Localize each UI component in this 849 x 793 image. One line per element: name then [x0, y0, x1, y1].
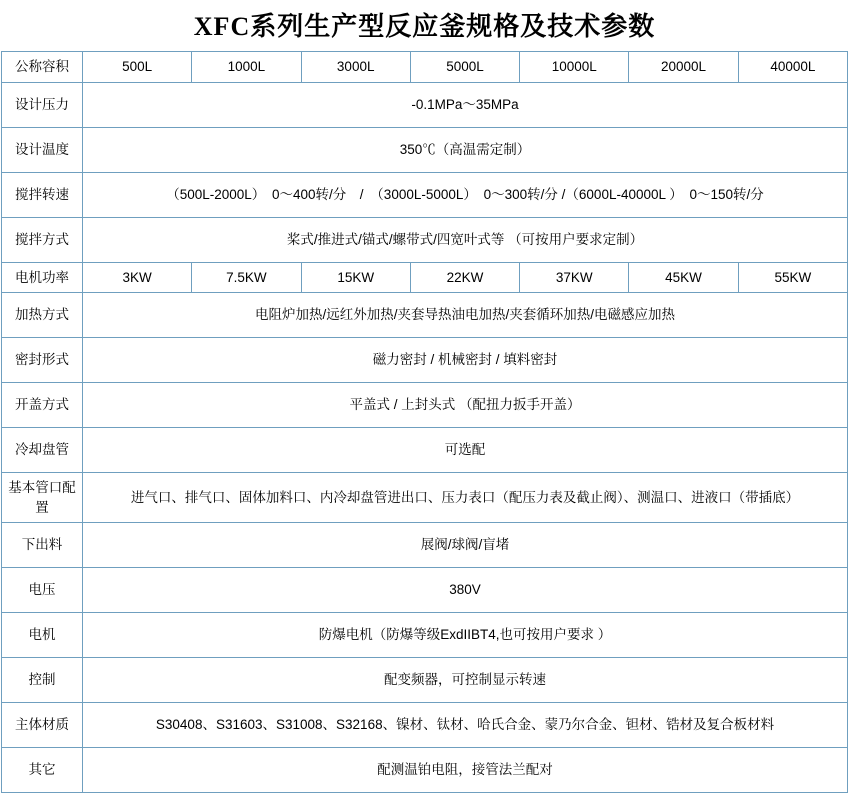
table-row	[2, 383, 848, 428]
row-value: 1000L	[192, 52, 301, 83]
table-row	[2, 428, 848, 473]
table-row	[2, 748, 848, 793]
row-value: 进气口、排气口、固体加料口、内冷却盘管进出口、压力表口（配压力表及截止阀）、测温口、进液口（带插底）	[83, 473, 848, 523]
row-value: 防爆电机（防爆等级ExdIIBT4,也可按用户要求 ）	[83, 613, 848, 658]
row-value: 可选配	[83, 428, 848, 473]
row-value: 37KW	[520, 262, 629, 293]
table-row	[2, 613, 848, 658]
row-label: 开盖方式	[2, 383, 83, 428]
row-label: 基本管口配置	[2, 473, 83, 523]
row-value: 22KW	[410, 262, 519, 293]
row-label: 加热方式	[2, 293, 83, 338]
row-value: 展阀/球阀/盲堵	[83, 523, 848, 568]
row-label: 其它	[2, 748, 83, 793]
table-row	[2, 703, 848, 748]
row-value: 配变频器，可控制显示转速	[83, 658, 848, 703]
row-label: 设计温度	[2, 127, 83, 172]
table-row	[2, 172, 848, 217]
table-row	[2, 338, 848, 383]
row-value: 15KW	[301, 262, 410, 293]
row-value: 380V	[83, 568, 848, 613]
table-body	[2, 52, 848, 793]
row-value: 7.5KW	[192, 262, 301, 293]
table-row	[2, 523, 848, 568]
row-value: 电阻炉加热/远红外加热/夹套导热油电加热/夹套循环加热/电磁感应加热	[83, 293, 848, 338]
row-label: 控制	[2, 658, 83, 703]
row-value: 350℃（高温需定制）	[83, 127, 848, 172]
row-value: 配测温铂电阻，接管法兰配对	[83, 748, 848, 793]
row-value: （500L-2000L） 0～400转/分 / （3000L-5000L） 0～300转/分 /（6000L-40000L ） 0～150转/分	[83, 172, 848, 217]
row-label: 电机	[2, 613, 83, 658]
table-row	[2, 82, 848, 127]
row-value: 桨式/推进式/锚式/螺带式/四宽叶式等 （可按用户要求定制）	[83, 217, 848, 262]
table-row	[2, 473, 848, 523]
row-label: 密封形式	[2, 338, 83, 383]
row-label: 搅拌转速	[2, 172, 83, 217]
table-row	[2, 568, 848, 613]
row-value: 45KW	[629, 262, 738, 293]
row-label: 电压	[2, 568, 83, 613]
row-value: 500L	[83, 52, 192, 83]
row-value: 10000L	[520, 52, 629, 83]
row-label: 冷却盘管	[2, 428, 83, 473]
table-row	[2, 262, 848, 293]
row-label: 搅拌方式	[2, 217, 83, 262]
row-value: 40000L	[738, 52, 847, 83]
row-value: 平盖式 / 上封头式 （配扭力扳手开盖）	[83, 383, 848, 428]
row-value: 磁力密封 / 机械密封 / 填料密封	[83, 338, 848, 383]
row-value: 5000L	[410, 52, 519, 83]
table-row	[2, 52, 848, 83]
table-row	[2, 217, 848, 262]
table-row	[2, 127, 848, 172]
row-value: -0.1MPa～35MPa	[83, 82, 848, 127]
row-value: 3KW	[83, 262, 192, 293]
row-label: 公称容积	[2, 52, 83, 83]
row-label: 主体材质	[2, 703, 83, 748]
row-value: 20000L	[629, 52, 738, 83]
specifications-table	[1, 51, 848, 793]
row-value: 3000L	[301, 52, 410, 83]
table-row	[2, 293, 848, 338]
row-value: S30408、S31603、S31008、S32168、镍材、钛材、哈氏合金、蒙乃尔合金、钽材、锆材及复合板材料	[83, 703, 848, 748]
page-title: XFC系列生产型反应釜规格及技术参数	[193, 12, 656, 41]
row-value: 55KW	[738, 262, 847, 293]
row-label: 设计压力	[2, 82, 83, 127]
row-label: 下出料	[2, 523, 83, 568]
row-label: 电机功率	[2, 262, 83, 293]
table-row	[2, 658, 848, 703]
